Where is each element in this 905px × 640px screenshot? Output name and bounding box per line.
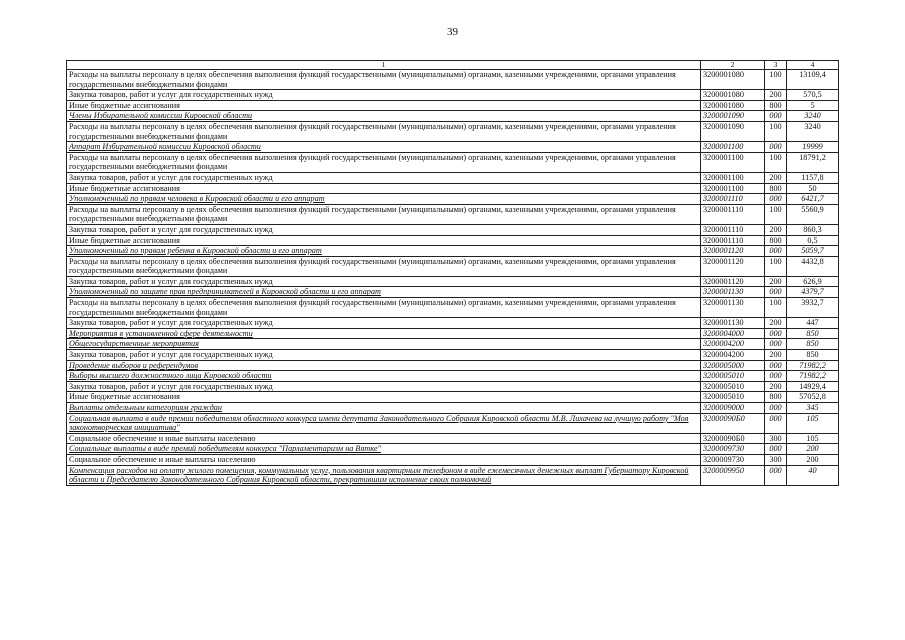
row-sum: 3240: [787, 121, 839, 141]
table-row: [67, 235, 839, 246]
row-sum: 50: [787, 183, 839, 194]
row-name: Социальная выплата в виде премии победителям областного конкурса имени депутата Законодательного Собрания Кировской области М.В. Лихачева на лучшую работу "Моя законотворческая инициатива": [67, 413, 701, 433]
table-row: [67, 142, 839, 153]
row-vr: 300: [765, 454, 787, 465]
row-code: 32000090Б0: [701, 413, 765, 433]
row-vr: 200: [765, 350, 787, 361]
table-row: [67, 246, 839, 257]
row-sum: 200: [787, 454, 839, 465]
row-code: 3200009730: [701, 454, 765, 465]
row-vr: 300: [765, 433, 787, 444]
row-name: Расходы на выплаты персоналу в целях обеспечения выполнения функций государственными (муниципальными) органами, казенными учреждениями, органами управления государственными внебюджетными фондами: [67, 298, 701, 318]
table-row: [67, 403, 839, 414]
table-row: [67, 328, 839, 339]
row-vr: 100: [765, 121, 787, 141]
row-name: Закупка товаров, работ и услуг для государственных нужд: [67, 172, 701, 183]
row-code: 3200001090: [701, 121, 765, 141]
row-vr: 800: [765, 235, 787, 246]
row-name: Члены Избирательной комиссии Кировской области: [67, 111, 701, 122]
row-name: Иные бюджетные ассигнования: [67, 392, 701, 403]
row-vr: 800: [765, 392, 787, 403]
row-name: Социальное обеспечение и иные выплаты населению: [67, 433, 701, 444]
row-name: Расходы на выплаты персоналу в целях обеспечения выполнения функций государственными (муниципальными) органами, казенными учреждениями, органами управления государственными внебюджетными фондами: [67, 152, 701, 172]
row-name: Уполномоченный по правам ребенка в Кировской области и его аппарат: [67, 246, 701, 257]
row-sum: 4432,8: [787, 256, 839, 276]
row-code: 3200001130: [701, 318, 765, 329]
row-name: Общегосударственные мероприятия: [67, 339, 701, 350]
table-row: [67, 433, 839, 444]
table-row: [67, 465, 839, 485]
row-name: Иные бюджетные ассигнования: [67, 100, 701, 111]
table-row: [67, 371, 839, 382]
row-sum: 71982,2: [787, 371, 839, 382]
row-vr: 100: [765, 204, 787, 224]
row-name: Закупка товаров, работ и услуг для государственных нужд: [67, 381, 701, 392]
row-name: Закупка товаров, работ и услуг для государственных нужд: [67, 318, 701, 329]
row-vr: 200: [765, 172, 787, 183]
table-row: [67, 224, 839, 235]
row-sum: 40: [787, 465, 839, 485]
table-row: [67, 276, 839, 287]
row-sum: 5: [787, 100, 839, 111]
row-vr: 000: [765, 194, 787, 205]
row-name: Иные бюджетные ассигнования: [67, 235, 701, 246]
row-vr: 800: [765, 100, 787, 111]
row-code: 3200001110: [701, 194, 765, 205]
row-name: Расходы на выплаты персоналу в целях обеспечения выполнения функций государственными (муниципальными) органами, казенными учреждениями, органами управления государственными внебюджетными фондами: [67, 256, 701, 276]
row-vr: 200: [765, 381, 787, 392]
row-vr: 800: [765, 183, 787, 194]
row-code: 3200001120: [701, 256, 765, 276]
row-sum: 18791,2: [787, 152, 839, 172]
table-row: [67, 413, 839, 433]
row-code: 3200009950: [701, 465, 765, 485]
row-vr: 000: [765, 287, 787, 298]
row-vr: 100: [765, 152, 787, 172]
row-sum: 1157,8: [787, 172, 839, 183]
row-sum: 3240: [787, 111, 839, 122]
row-sum: 6421,7: [787, 194, 839, 205]
row-sum: 19999: [787, 142, 839, 153]
row-vr: 000: [765, 246, 787, 257]
row-sum: 57052,8: [787, 392, 839, 403]
row-vr: 000: [765, 413, 787, 433]
table-row: [67, 152, 839, 172]
row-name: Мероприятия в установленной сфере деятельности: [67, 328, 701, 339]
table-row: [67, 392, 839, 403]
row-code: 3200005010: [701, 381, 765, 392]
row-sum: 850: [787, 350, 839, 361]
row-vr: 000: [765, 142, 787, 153]
row-code: 3200004000: [701, 328, 765, 339]
budget-table: [66, 60, 839, 486]
row-code: 3200001130: [701, 298, 765, 318]
row-sum: 3932,7: [787, 298, 839, 318]
table-row: [67, 121, 839, 141]
row-name: Выборы высшего должностного лица Кировской области: [67, 371, 701, 382]
row-sum: 0,5: [787, 235, 839, 246]
row-code: 3200001100: [701, 152, 765, 172]
row-sum: 626,9: [787, 276, 839, 287]
row-name: Закупка товаров, работ и услуг для государственных нужд: [67, 276, 701, 287]
row-code: 3200005010: [701, 392, 765, 403]
table-row: [67, 287, 839, 298]
row-name: Выплаты отдельным категориям граждан: [67, 403, 701, 414]
table-row: [67, 298, 839, 318]
row-sum: 105: [787, 413, 839, 433]
row-name: Расходы на выплаты персоналу в целях обеспечения выполнения функций государственными (муниципальными) органами, казенными учреждениями, органами управления государственными внебюджетными фондами: [67, 70, 701, 90]
row-sum: 13109,4: [787, 70, 839, 90]
row-vr: 200: [765, 318, 787, 329]
row-vr: 200: [765, 224, 787, 235]
row-vr: 200: [765, 276, 787, 287]
header-col-4: 4: [787, 61, 839, 70]
row-name: Уполномоченный по правам человека в Кировской области и его аппарат: [67, 194, 701, 205]
row-code: 3200004200: [701, 339, 765, 350]
row-vr: 100: [765, 256, 787, 276]
row-name: Проведение выборов и референдумов: [67, 360, 701, 371]
table-row: [67, 454, 839, 465]
row-code: 3200001080: [701, 90, 765, 101]
row-sum: 200: [787, 444, 839, 455]
table-row: [67, 318, 839, 329]
row-code: 32000090Б0: [701, 433, 765, 444]
row-code: 3200005010: [701, 371, 765, 382]
row-sum: 14929,4: [787, 381, 839, 392]
row-sum: 71982,2: [787, 360, 839, 371]
row-sum: 850: [787, 339, 839, 350]
row-name: Закупка товаров, работ и услуг для государственных нужд: [67, 90, 701, 101]
row-code: 3200001130: [701, 287, 765, 298]
row-name: Иные бюджетные ассигнования: [67, 183, 701, 194]
row-sum: 5560,9: [787, 204, 839, 224]
header-col-2: 2: [701, 61, 765, 70]
table-row: [67, 100, 839, 111]
row-code: 3200001100: [701, 183, 765, 194]
row-name: Расходы на выплаты персоналу в целях обеспечения выполнения функций государственными (муниципальными) органами, казенными учреждениями, органами управления государственными внебюджетными фондами: [67, 204, 701, 224]
row-code: 3200001080: [701, 70, 765, 90]
row-name: Закупка товаров, работ и услуг для государственных нужд: [67, 224, 701, 235]
table-row: [67, 70, 839, 90]
table-row: [67, 111, 839, 122]
row-sum: 5059,7: [787, 246, 839, 257]
table-row: [67, 256, 839, 276]
row-vr: 000: [765, 403, 787, 414]
row-code: 3200001110: [701, 204, 765, 224]
row-code: 3200001120: [701, 276, 765, 287]
row-vr: 000: [765, 328, 787, 339]
row-name: Аппарат Избирательной комиссии Кировской области: [67, 142, 701, 153]
row-sum: 345: [787, 403, 839, 414]
row-code: 3200009730: [701, 444, 765, 455]
table-row: [67, 204, 839, 224]
row-code: 3200001080: [701, 100, 765, 111]
table-row: [67, 90, 839, 101]
table-row: [67, 444, 839, 455]
row-vr: 000: [765, 360, 787, 371]
row-vr: 200: [765, 90, 787, 101]
row-sum: 4379,7: [787, 287, 839, 298]
row-vr: 000: [765, 465, 787, 485]
row-name: Закупка товаров, работ и услуг для государственных нужд: [67, 350, 701, 361]
row-code: 3200001110: [701, 224, 765, 235]
table-row: [67, 172, 839, 183]
row-vr: 000: [765, 339, 787, 350]
table-row: [67, 360, 839, 371]
row-sum: 447: [787, 318, 839, 329]
table-row: [67, 194, 839, 205]
row-code: 3200001100: [701, 172, 765, 183]
row-vr: 100: [765, 70, 787, 90]
header-col-3: 3: [765, 61, 787, 70]
row-vr: 000: [765, 111, 787, 122]
row-vr: 000: [765, 371, 787, 382]
row-name: Расходы на выплаты персоналу в целях обеспечения выполнения функций государственными (муниципальными) органами, казенными учреждениями, органами управления государственными внебюджетными фондами: [67, 121, 701, 141]
row-name: Компенсация расходов на оплату жилого помещения, коммунальных услуг, пользования квартирным телефоном в виде ежемесячных денежных выплат Губернатору Кировской области и Председателю Законодательного Собрания Кировской области, прекратившим исполнение своих полномочий: [67, 465, 701, 485]
table-row: [67, 339, 839, 350]
row-code: 3200001110: [701, 235, 765, 246]
header-col-1: 1: [67, 61, 701, 70]
row-name: Уполномоченный по защите прав предпринимателей в Кировской области и его аппарат: [67, 287, 701, 298]
row-vr: 100: [765, 298, 787, 318]
row-vr: 000: [765, 444, 787, 455]
row-code: 3200001100: [701, 142, 765, 153]
row-sum: 105: [787, 433, 839, 444]
row-code: 3200001090: [701, 111, 765, 122]
row-sum: 850: [787, 328, 839, 339]
row-name: Социальное обеспечение и иные выплаты населению: [67, 454, 701, 465]
row-name: Социальные выплаты в виде премий победителям конкурса "Парламентаризм на Вятке": [67, 444, 701, 455]
table-row: [67, 381, 839, 392]
row-code: 3200004200: [701, 350, 765, 361]
row-code: 3200001120: [701, 246, 765, 257]
row-code: 3200005000: [701, 360, 765, 371]
table-row: [67, 183, 839, 194]
row-sum: 860,3: [787, 224, 839, 235]
table-header-row: [67, 61, 839, 70]
row-code: 3200009000: [701, 403, 765, 414]
row-sum: 570,5: [787, 90, 839, 101]
page-number: 39: [447, 26, 458, 38]
table-row: [67, 350, 839, 361]
